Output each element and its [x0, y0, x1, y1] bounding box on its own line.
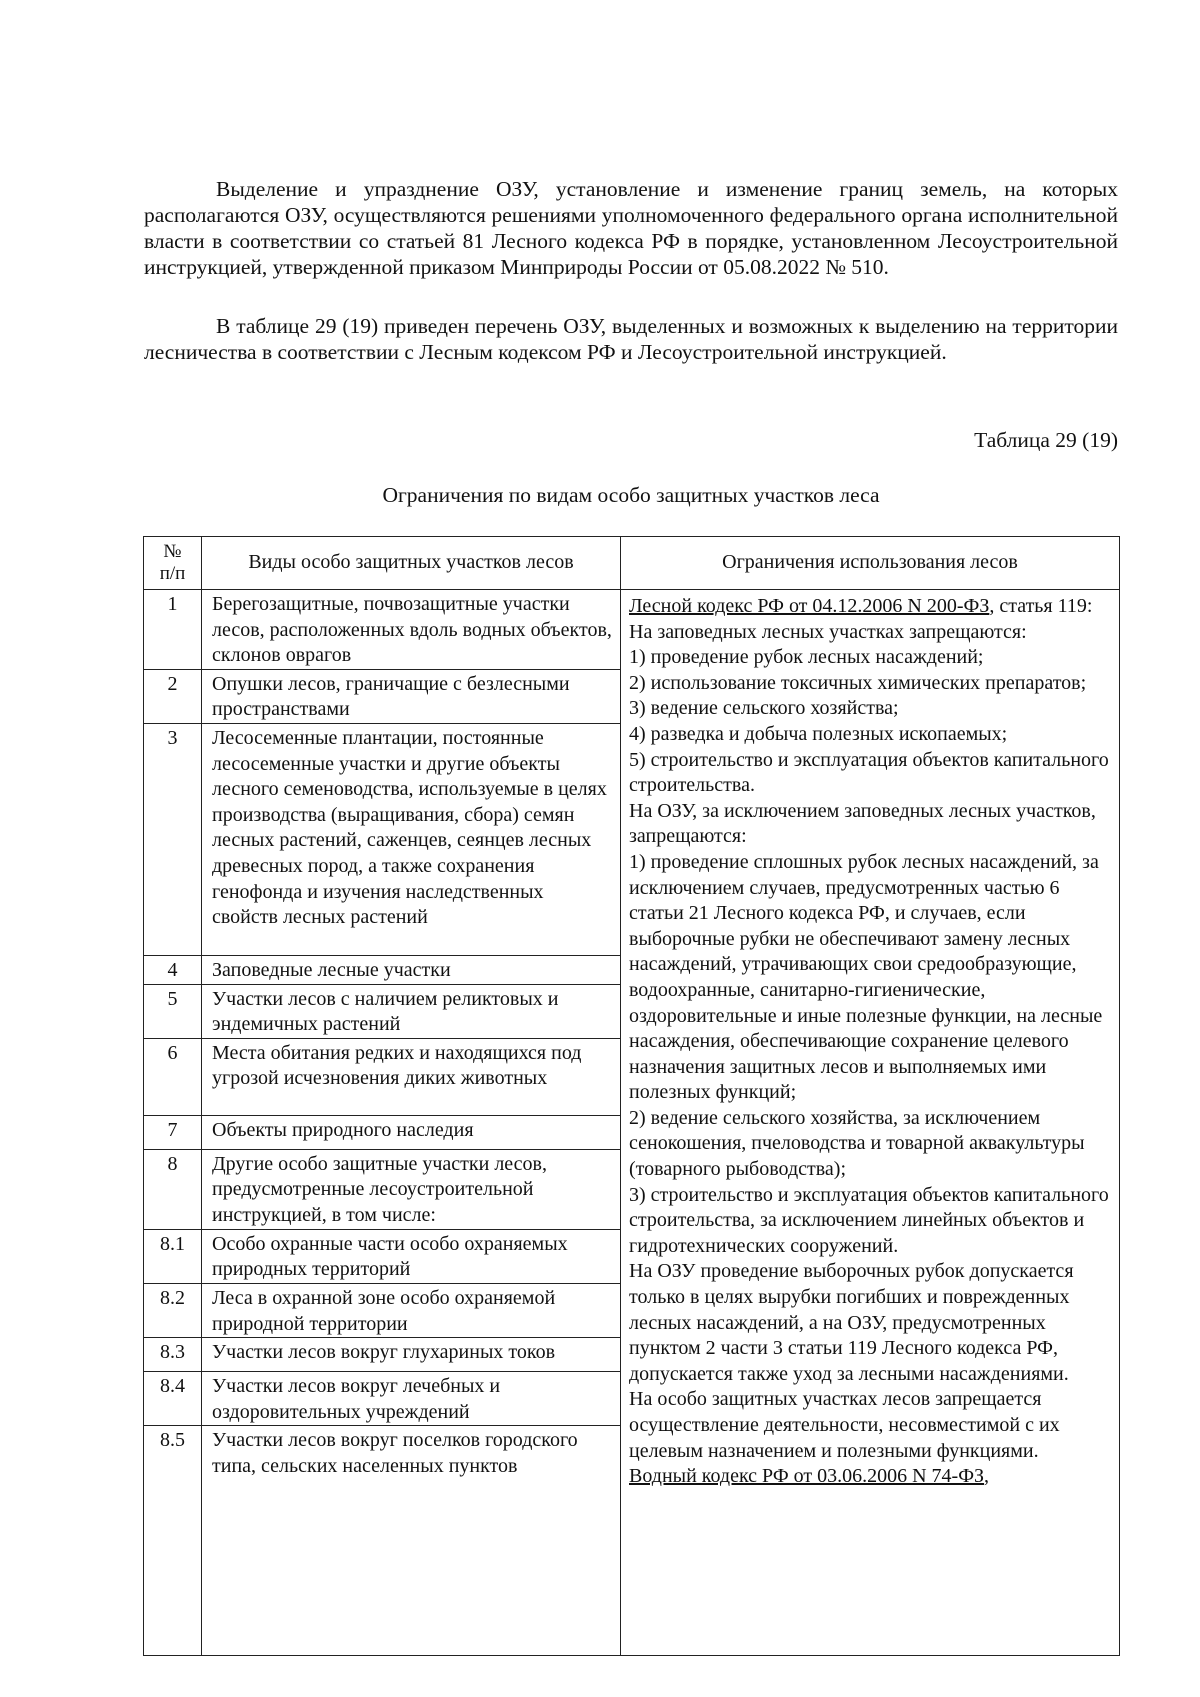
row-number: 1: [144, 590, 202, 670]
row-number: 8.1: [144, 1229, 202, 1283]
table-title: Ограничения по видам особо защитных участков леса: [382, 483, 880, 507]
row-kind: Берегозащитные, почвозащитные участки лесов, расположенных вдоль водных объектов, склонов оврагов: [202, 590, 621, 670]
row-kind: Леса в охранной зоне особо охраняемой природной территории: [202, 1283, 621, 1337]
block1-title: На заповедных лесных участках запрещаются:: [629, 620, 1027, 643]
row-kind: Лесосеменные плантации, постоянные лесосеменные участки и другие объекты лесного семеноводства, используемые в целях производства (выращивания, сбора) семян лесных растений, саженцев, сеянцев лесных древесных пород, а также сохранения генофонда и изучения наследственных свойств лесных растений: [202, 723, 621, 955]
row-kind: Объекты природного наследия: [202, 1115, 621, 1149]
block4-text: На особо защитных участках лесов запрещается осуществление деятельности, несовместимой с их целевым назначением и полезными функциями.: [629, 1388, 1060, 1462]
block1-item: 3) ведение сельского хозяйства;: [629, 697, 899, 720]
restrictions-table: [143, 536, 1120, 1656]
header-kind: Виды особо защитных участков лесов: [202, 537, 621, 590]
row-number: 8.2: [144, 1283, 202, 1337]
row-kind: Опушки лесов, граничащие с безлесными пространствами: [202, 669, 621, 723]
header-number: [144, 537, 202, 590]
water-code-link[interactable]: Водный кодекс РФ от 03.06.2006 N 74-ФЗ: [629, 1465, 985, 1488]
header-restrictions: Ограничения использования лесов: [621, 537, 1120, 590]
row-number: 5: [144, 984, 202, 1038]
paragraph-table-intro: В таблице 29 (19) приведен перечень ОЗУ, выделенных и возможных к выделению на территории лесничества в соответствии с Лесным кодексом РФ и Лесоустроительной инструкцией.: [144, 314, 1118, 364]
row-number: 8.3: [144, 1338, 202, 1372]
block1-item: 1) проведение рубок лесных насаждений;: [629, 646, 984, 669]
row-kind: Другие особо защитные участки лесов, предусмотренные лесоустроительной инструкцией, в том числе:: [202, 1149, 621, 1229]
row-number: 8.4: [144, 1372, 202, 1426]
restrictions-cell: [621, 590, 1120, 1656]
block2-item: 3) строительство и эксплуатация объектов капитального строительства, за исключением линейных объектов и гидротехнических сооружений.: [629, 1183, 1109, 1257]
row-number: 4: [144, 955, 202, 984]
block1-item: 2) использование токсичных химических препаратов;: [629, 671, 1087, 694]
row-kind: Заповедные лесные участки: [202, 955, 621, 984]
header-number-pp: п/п: [159, 563, 186, 584]
table-header-row: [144, 537, 1120, 590]
row-number: 8.5: [144, 1426, 202, 1656]
forest-code-article: , статья 119:: [989, 595, 1093, 617]
row-kind: Особо охранные части особо охраняемых природных территорий: [202, 1229, 621, 1283]
paragraph-ozu-establishment: Выделение и упразднение ОЗУ, установление и изменение границ земель, на которых располагаются ОЗУ, осуществляются решениями уполномоченного федерального органа исполнительной власти в соответствии со статьей 81 Лесного кодекса РФ в порядке, установленном Лесоустроительной инструкцией, утвержденной приказом Минприроды России от 05.08.2022 № 510.: [144, 177, 1118, 279]
block2-title: На ОЗУ, за исключением заповедных лесных участков, запрещаются:: [629, 799, 1096, 848]
row-number: 2: [144, 669, 202, 723]
row-number: 3: [144, 723, 202, 955]
block1-item: 4) разведка и добыча полезных ископаемых;: [629, 722, 1008, 745]
table-label: Таблица 29 (19): [974, 428, 1118, 452]
row-kind: Места обитания редких и находящихся под угрозой исчезновения диких животных: [202, 1038, 621, 1115]
row-kind: Участки лесов вокруг глухариных токов: [202, 1338, 621, 1372]
row-kind: Участки лесов вокруг поселков городского типа, сельских населенных пунктов: [202, 1426, 621, 1656]
block2-item: 1) проведение сплошных рубок лесных насаждений, за исключением случаев, предусмотренных частью 6 статьи 21 Лесного кодекса РФ, и случаев, если выборочные рубки не обеспечивают замену лесных насаждений, утрачивающих свои средообразующие, водоохранные, санитарно-гигиенические, оздоровительные и иные полезные функции, на лесные насаждения, обеспечивающие сохранение целевого назначения защитных лесов и выполняемых ими полезных функций;: [629, 850, 1103, 1104]
block3-text: На ОЗУ проведение выборочных рубок допускается только в целях вырубки погибших и поврежденных лесных насаждений, а на ОЗУ, предусмотренных пунктом 2 части 3 статьи 119 Лесного кодекса РФ, допускается также уход за лесными насаждениями.: [629, 1260, 1074, 1385]
table-row: [144, 590, 1120, 670]
water-code-suffix: ,: [984, 1465, 990, 1488]
row-number: 7: [144, 1115, 202, 1149]
forest-code-link[interactable]: Лесной кодекс РФ от 04.12.2006 N 200-ФЗ: [629, 595, 990, 617]
row-number: 8: [144, 1149, 202, 1229]
block1-item: 5) строительство и эксплуатация объектов капитального строительства.: [629, 748, 1109, 797]
row-kind: Участки лесов с наличием реликтовых и эндемичных растений: [202, 984, 621, 1038]
header-number-sign: №: [163, 541, 182, 562]
block2-item: 2) ведение сельского хозяйства, за исключением сенокошения, пчеловодства и товарной аквакультуры (товарного рыбоводства);: [629, 1106, 1085, 1181]
row-kind: Участки лесов вокруг лечебных и оздоровительных учреждений: [202, 1372, 621, 1426]
row-number: 6: [144, 1038, 202, 1115]
